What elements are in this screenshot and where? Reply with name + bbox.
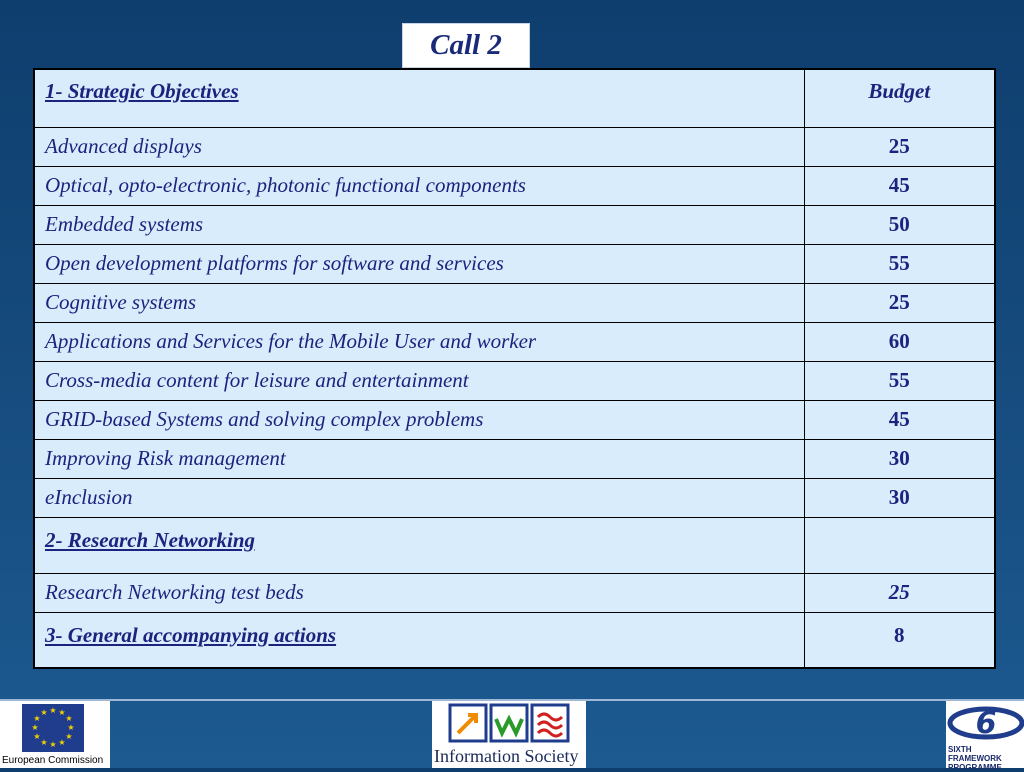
row-objective: Cross-media content for leisure and entertainment xyxy=(34,361,804,400)
row-objective: Cognitive systems xyxy=(34,283,804,322)
svg-text:★: ★ xyxy=(31,723,39,732)
table-row xyxy=(34,205,995,244)
svg-text:★: ★ xyxy=(49,740,57,749)
svg-text:★: ★ xyxy=(33,732,41,741)
svg-text:★: ★ xyxy=(33,714,41,723)
table-row xyxy=(34,166,995,205)
row-objective: Applications and Services for the Mobile User and worker xyxy=(34,322,804,361)
svg-text:★: ★ xyxy=(65,732,73,741)
information-society-icon xyxy=(432,701,586,745)
row-budget: 55 xyxy=(804,361,995,400)
section3-heading: 3- General accompanying actions xyxy=(34,612,804,668)
row-budget: 45 xyxy=(804,400,995,439)
section3-budget: 8 xyxy=(804,612,995,668)
row-objective: Advanced displays xyxy=(34,127,804,166)
sixth-framework-label: SIXTH FRAMEWORK PROGRAMME xyxy=(948,745,1002,772)
table-row xyxy=(34,244,995,283)
table-row xyxy=(34,573,995,612)
slide-title-box xyxy=(402,23,530,68)
sixth-framework-logo xyxy=(946,701,1024,772)
svg-text:★: ★ xyxy=(67,723,75,732)
svg-text:★: ★ xyxy=(49,706,57,715)
table-row xyxy=(34,283,995,322)
table-row xyxy=(34,478,995,517)
svg-text:6: 6 xyxy=(975,706,997,741)
table-row xyxy=(34,361,995,400)
row-objective: Optical, opto-electronic, photonic functional components xyxy=(34,166,804,205)
row-objective: Embedded systems xyxy=(34,205,804,244)
section-header-row xyxy=(34,612,995,668)
row-objective: Research Networking test beds xyxy=(34,573,804,612)
table-row xyxy=(34,400,995,439)
svg-text:★: ★ xyxy=(58,708,66,717)
framework-six-icon xyxy=(946,701,1024,745)
european-commission-label: European Commission xyxy=(2,755,104,766)
row-budget: 25 xyxy=(804,573,995,612)
eu-flag-icon xyxy=(0,701,110,755)
row-budget: 30 xyxy=(804,478,995,517)
svg-text:★: ★ xyxy=(40,708,48,717)
svg-text:★: ★ xyxy=(58,738,66,747)
budget-table xyxy=(33,68,996,669)
row-budget: 60 xyxy=(804,322,995,361)
european-commission-logo xyxy=(0,701,110,768)
table-row xyxy=(34,127,995,166)
slide-title: Call 2 xyxy=(430,29,502,61)
section2-heading: 2- Research Networking xyxy=(34,517,804,573)
row-budget: 25 xyxy=(804,283,995,322)
row-objective: GRID-based Systems and solving complex problems xyxy=(34,400,804,439)
row-budget: 30 xyxy=(804,439,995,478)
svg-text:★: ★ xyxy=(40,738,48,747)
row-objective: eInclusion xyxy=(34,478,804,517)
row-budget: 50 xyxy=(804,205,995,244)
header-objectives: 1- Strategic Objectives xyxy=(34,69,804,127)
section-header-row xyxy=(34,517,995,573)
table-row xyxy=(34,439,995,478)
row-budget: 45 xyxy=(804,166,995,205)
row-budget: 55 xyxy=(804,244,995,283)
row-budget: 25 xyxy=(804,127,995,166)
information-society-logo xyxy=(432,701,586,768)
row-objective: Improving Risk management xyxy=(34,439,804,478)
information-society-label: Information Society xyxy=(434,746,579,766)
section2-budget xyxy=(804,517,995,573)
row-objective: Open development platforms for software and services xyxy=(34,244,804,283)
header-budget: Budget xyxy=(804,69,995,127)
table-header-row xyxy=(34,69,995,127)
table-row xyxy=(34,322,995,361)
svg-text:★: ★ xyxy=(65,714,73,723)
